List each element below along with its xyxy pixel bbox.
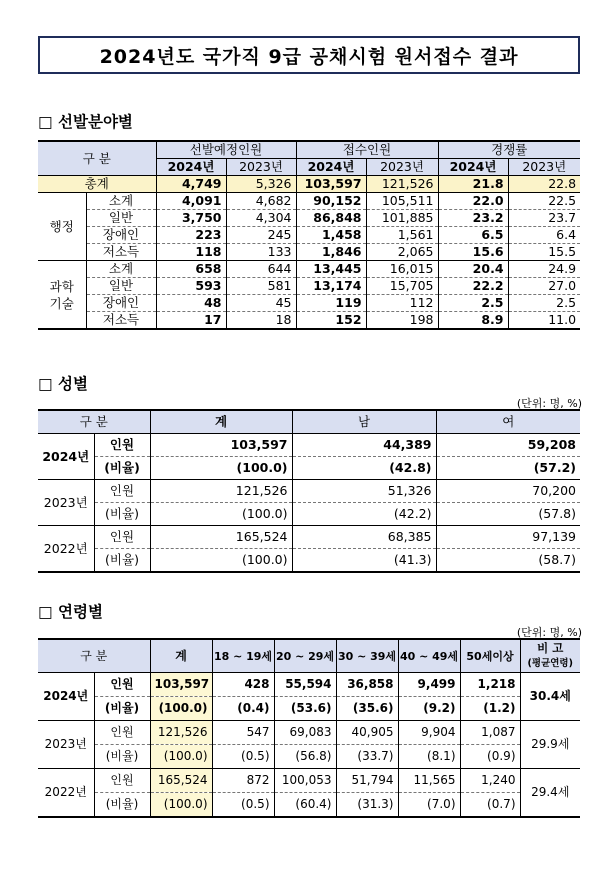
header-2023: 2023년 bbox=[226, 159, 296, 176]
row-label: (비율) bbox=[94, 457, 150, 480]
cell: 198 bbox=[366, 312, 438, 330]
cell: 23.7 bbox=[508, 210, 580, 227]
cell: 121,526 bbox=[150, 721, 212, 745]
header-ratio: 경쟁률 bbox=[438, 141, 580, 159]
table-row bbox=[38, 503, 580, 526]
cell: 2.5 bbox=[438, 295, 508, 312]
cell: 1,561 bbox=[366, 227, 438, 244]
table-row bbox=[38, 457, 580, 480]
cell: 165,524 bbox=[150, 769, 212, 793]
row-label: 인원 bbox=[94, 769, 150, 793]
cell: 48 bbox=[156, 295, 226, 312]
cell: 1,846 bbox=[296, 244, 366, 261]
cell: 5,326 bbox=[226, 176, 296, 193]
cell: (31.3) bbox=[336, 793, 398, 818]
cell: 581 bbox=[226, 278, 296, 295]
cell: 22.0 bbox=[438, 193, 508, 210]
table-row bbox=[38, 745, 580, 769]
unit-note: (단위: 명, %) bbox=[516, 626, 582, 639]
table-row bbox=[38, 261, 580, 278]
cell: 90,152 bbox=[296, 193, 366, 210]
cell: 1,458 bbox=[296, 227, 366, 244]
cell: 17 bbox=[156, 312, 226, 330]
cell: 4,304 bbox=[226, 210, 296, 227]
cell: 15.5 bbox=[508, 244, 580, 261]
cell: 4,091 bbox=[156, 193, 226, 210]
cell: 112 bbox=[366, 295, 438, 312]
cell: (9.2) bbox=[398, 697, 460, 721]
cell: 22.8 bbox=[508, 176, 580, 193]
cell: (100.0) bbox=[150, 503, 292, 526]
cell: 21.8 bbox=[438, 176, 508, 193]
group-label-line: 기술 bbox=[49, 295, 74, 311]
cell: 16,015 bbox=[366, 261, 438, 278]
cell: 6.5 bbox=[438, 227, 508, 244]
header-2023: 2023년 bbox=[366, 159, 438, 176]
header-note bbox=[520, 639, 580, 673]
row-label: 인원 bbox=[94, 673, 150, 697]
header-2024: 2024년 bbox=[438, 159, 508, 176]
cell: (57.8) bbox=[436, 503, 580, 526]
year-label: 2024년 bbox=[38, 673, 94, 721]
cell: 9,499 bbox=[398, 673, 460, 697]
cell: (0.4) bbox=[212, 697, 274, 721]
cell: (100.0) bbox=[150, 457, 292, 480]
row-label: (비율) bbox=[94, 745, 150, 769]
cell: (53.6) bbox=[274, 697, 336, 721]
table-by-gender bbox=[38, 409, 580, 573]
cell: 24.9 bbox=[508, 261, 580, 278]
cell: 36,858 bbox=[336, 673, 398, 697]
row-label: 인원 bbox=[94, 526, 150, 549]
cell: 2,065 bbox=[366, 244, 438, 261]
row-label: (비율) bbox=[94, 549, 150, 573]
row-label: 장애인 bbox=[86, 227, 156, 244]
header-total: 계 bbox=[150, 410, 292, 434]
section-heading-gender: □ 성별 bbox=[38, 375, 88, 393]
table-row bbox=[38, 721, 580, 745]
cell: 59,208 bbox=[436, 434, 580, 457]
cell: 1,240 bbox=[460, 769, 520, 793]
row-label: 저소득 bbox=[86, 244, 156, 261]
cell: 20.4 bbox=[438, 261, 508, 278]
cell: 4,682 bbox=[226, 193, 296, 210]
cell: 4,749 bbox=[156, 176, 226, 193]
cell: 23.2 bbox=[438, 210, 508, 227]
cell: 223 bbox=[156, 227, 226, 244]
cell: 133 bbox=[226, 244, 296, 261]
header-gubun: 구 분 bbox=[80, 648, 108, 663]
cell: 2.5 bbox=[508, 295, 580, 312]
table-row-total bbox=[38, 176, 580, 193]
cell: 6.4 bbox=[508, 227, 580, 244]
cell: 86,848 bbox=[296, 210, 366, 227]
year-label: 2024년 bbox=[38, 434, 94, 480]
cell: 165,524 bbox=[150, 526, 292, 549]
cell: 1,218 bbox=[460, 673, 520, 697]
cell: 103,597 bbox=[296, 176, 366, 193]
cell: (57.2) bbox=[436, 457, 580, 480]
cell: 121,526 bbox=[366, 176, 438, 193]
row-label: (비율) bbox=[94, 793, 150, 818]
cell: 103,597 bbox=[150, 434, 292, 457]
cell: 119 bbox=[296, 295, 366, 312]
cell: (1.2) bbox=[460, 697, 520, 721]
row-label: 저소득 bbox=[86, 312, 156, 330]
cell: (33.7) bbox=[336, 745, 398, 769]
table-row bbox=[38, 278, 580, 295]
cell: 105,511 bbox=[366, 193, 438, 210]
header-2024: 2024년 bbox=[296, 159, 366, 176]
header-age-50-plus: 50세이상 bbox=[460, 639, 520, 673]
header-gubun: 구 분 bbox=[82, 150, 111, 166]
header-male: 남 bbox=[292, 410, 436, 434]
cell: 69,083 bbox=[274, 721, 336, 745]
cell: 22.2 bbox=[438, 278, 508, 295]
cell: 121,526 bbox=[150, 480, 292, 503]
cell: 658 bbox=[156, 261, 226, 278]
cell: (100.0) bbox=[150, 745, 212, 769]
header-female: 여 bbox=[436, 410, 580, 434]
cell: 11.0 bbox=[508, 312, 580, 330]
cell: 51,794 bbox=[336, 769, 398, 793]
cell: (100.0) bbox=[150, 549, 292, 573]
table-row bbox=[38, 210, 580, 227]
cell: 152 bbox=[296, 312, 366, 330]
cell: (42.8) bbox=[292, 457, 436, 480]
table-row bbox=[38, 480, 580, 503]
header-note-title: 비 고 bbox=[537, 641, 564, 655]
row-label: 일반 bbox=[86, 278, 156, 295]
cell: (8.1) bbox=[398, 745, 460, 769]
avg-age: 29.4세 bbox=[520, 769, 580, 818]
cell: 55,594 bbox=[274, 673, 336, 697]
cell: 1,087 bbox=[460, 721, 520, 745]
cell: (60.4) bbox=[274, 793, 336, 818]
table-row bbox=[38, 434, 580, 457]
cell: 118 bbox=[156, 244, 226, 261]
row-label: 인원 bbox=[94, 434, 150, 457]
group-label bbox=[38, 261, 86, 330]
cell: 15,705 bbox=[366, 278, 438, 295]
year-label: 2023년 bbox=[38, 721, 94, 769]
table-row bbox=[38, 312, 580, 330]
document-title: 2024년도 국가직 9급 공채시험 원서접수 결과 bbox=[38, 36, 580, 74]
cell: 13,445 bbox=[296, 261, 366, 278]
row-label: 총계 bbox=[38, 176, 156, 193]
header-age-18-19: 18 ~ 19세 bbox=[212, 639, 274, 673]
cell: 101,885 bbox=[366, 210, 438, 227]
row-label: (비율) bbox=[94, 503, 150, 526]
header-age-20-29: 20 ~ 29세 bbox=[274, 639, 336, 673]
cell: (42.2) bbox=[292, 503, 436, 526]
row-label: 소계 bbox=[86, 261, 156, 278]
year-label: 2023년 bbox=[38, 480, 94, 526]
cell: (0.5) bbox=[212, 793, 274, 818]
header-age-40-49: 40 ~ 49세 bbox=[398, 639, 460, 673]
header-2023: 2023년 bbox=[508, 159, 580, 176]
header-total: 계 bbox=[150, 639, 212, 673]
cell: 45 bbox=[226, 295, 296, 312]
cell: 593 bbox=[156, 278, 226, 295]
table-row bbox=[38, 193, 580, 210]
cell: (7.0) bbox=[398, 793, 460, 818]
row-label: 인원 bbox=[94, 480, 150, 503]
cell: 68,385 bbox=[292, 526, 436, 549]
cell: (56.8) bbox=[274, 745, 336, 769]
cell: 15.6 bbox=[438, 244, 508, 261]
cell: 428 bbox=[212, 673, 274, 697]
table-row bbox=[38, 295, 580, 312]
unit-note: (단위: 명, %) bbox=[516, 397, 582, 410]
cell: (58.7) bbox=[436, 549, 580, 573]
table-row bbox=[38, 227, 580, 244]
row-label: 소계 bbox=[86, 193, 156, 210]
cell: (41.3) bbox=[292, 549, 436, 573]
cell: (0.5) bbox=[212, 745, 274, 769]
cell: 97,139 bbox=[436, 526, 580, 549]
section-heading-field: □ 선발분야별 bbox=[38, 113, 133, 131]
table-row bbox=[38, 244, 580, 261]
table-by-field bbox=[38, 140, 580, 330]
group-label-line: 과학 bbox=[49, 278, 74, 294]
header-gubun: 구 분 bbox=[79, 414, 108, 429]
cell: (0.9) bbox=[460, 745, 520, 769]
cell: 547 bbox=[212, 721, 274, 745]
section-heading-age: □ 연령별 bbox=[38, 603, 103, 621]
table-by-age bbox=[38, 638, 580, 818]
year-label: 2022년 bbox=[38, 769, 94, 818]
cell: 70,200 bbox=[436, 480, 580, 503]
table-row bbox=[38, 526, 580, 549]
cell: (35.6) bbox=[336, 697, 398, 721]
cell: 3,750 bbox=[156, 210, 226, 227]
header-note-sub: (평균연령) bbox=[527, 658, 573, 669]
cell: 13,174 bbox=[296, 278, 366, 295]
cell: 18 bbox=[226, 312, 296, 330]
group-label: 행정 bbox=[38, 193, 86, 261]
year-label: 2022년 bbox=[38, 526, 94, 573]
row-label: 장애인 bbox=[86, 295, 156, 312]
table-row bbox=[38, 549, 580, 573]
cell: 872 bbox=[212, 769, 274, 793]
avg-age: 29.9세 bbox=[520, 721, 580, 769]
row-label: 일반 bbox=[86, 210, 156, 227]
header-2024: 2024년 bbox=[156, 159, 226, 176]
cell: (0.7) bbox=[460, 793, 520, 818]
cell: (100.0) bbox=[150, 793, 212, 818]
cell: 40,905 bbox=[336, 721, 398, 745]
table-row bbox=[38, 793, 580, 818]
cell: 100,053 bbox=[274, 769, 336, 793]
row-label: (비율) bbox=[94, 697, 150, 721]
cell: (100.0) bbox=[150, 697, 212, 721]
header-age-30-39: 30 ~ 39세 bbox=[336, 639, 398, 673]
cell: 27.0 bbox=[508, 278, 580, 295]
cell: 103,597 bbox=[150, 673, 212, 697]
avg-age: 30.4세 bbox=[520, 673, 580, 721]
cell: 9,904 bbox=[398, 721, 460, 745]
table-row bbox=[38, 769, 580, 793]
header-applied: 접수인원 bbox=[296, 141, 438, 159]
row-label: 인원 bbox=[94, 721, 150, 745]
table-row bbox=[38, 697, 580, 721]
cell: 22.5 bbox=[508, 193, 580, 210]
cell: 51,326 bbox=[292, 480, 436, 503]
header-planned: 선발예정인원 bbox=[156, 141, 296, 159]
table-row bbox=[38, 673, 580, 697]
cell: 245 bbox=[226, 227, 296, 244]
cell: 8.9 bbox=[438, 312, 508, 330]
cell: 11,565 bbox=[398, 769, 460, 793]
cell: 44,389 bbox=[292, 434, 436, 457]
cell: 644 bbox=[226, 261, 296, 278]
